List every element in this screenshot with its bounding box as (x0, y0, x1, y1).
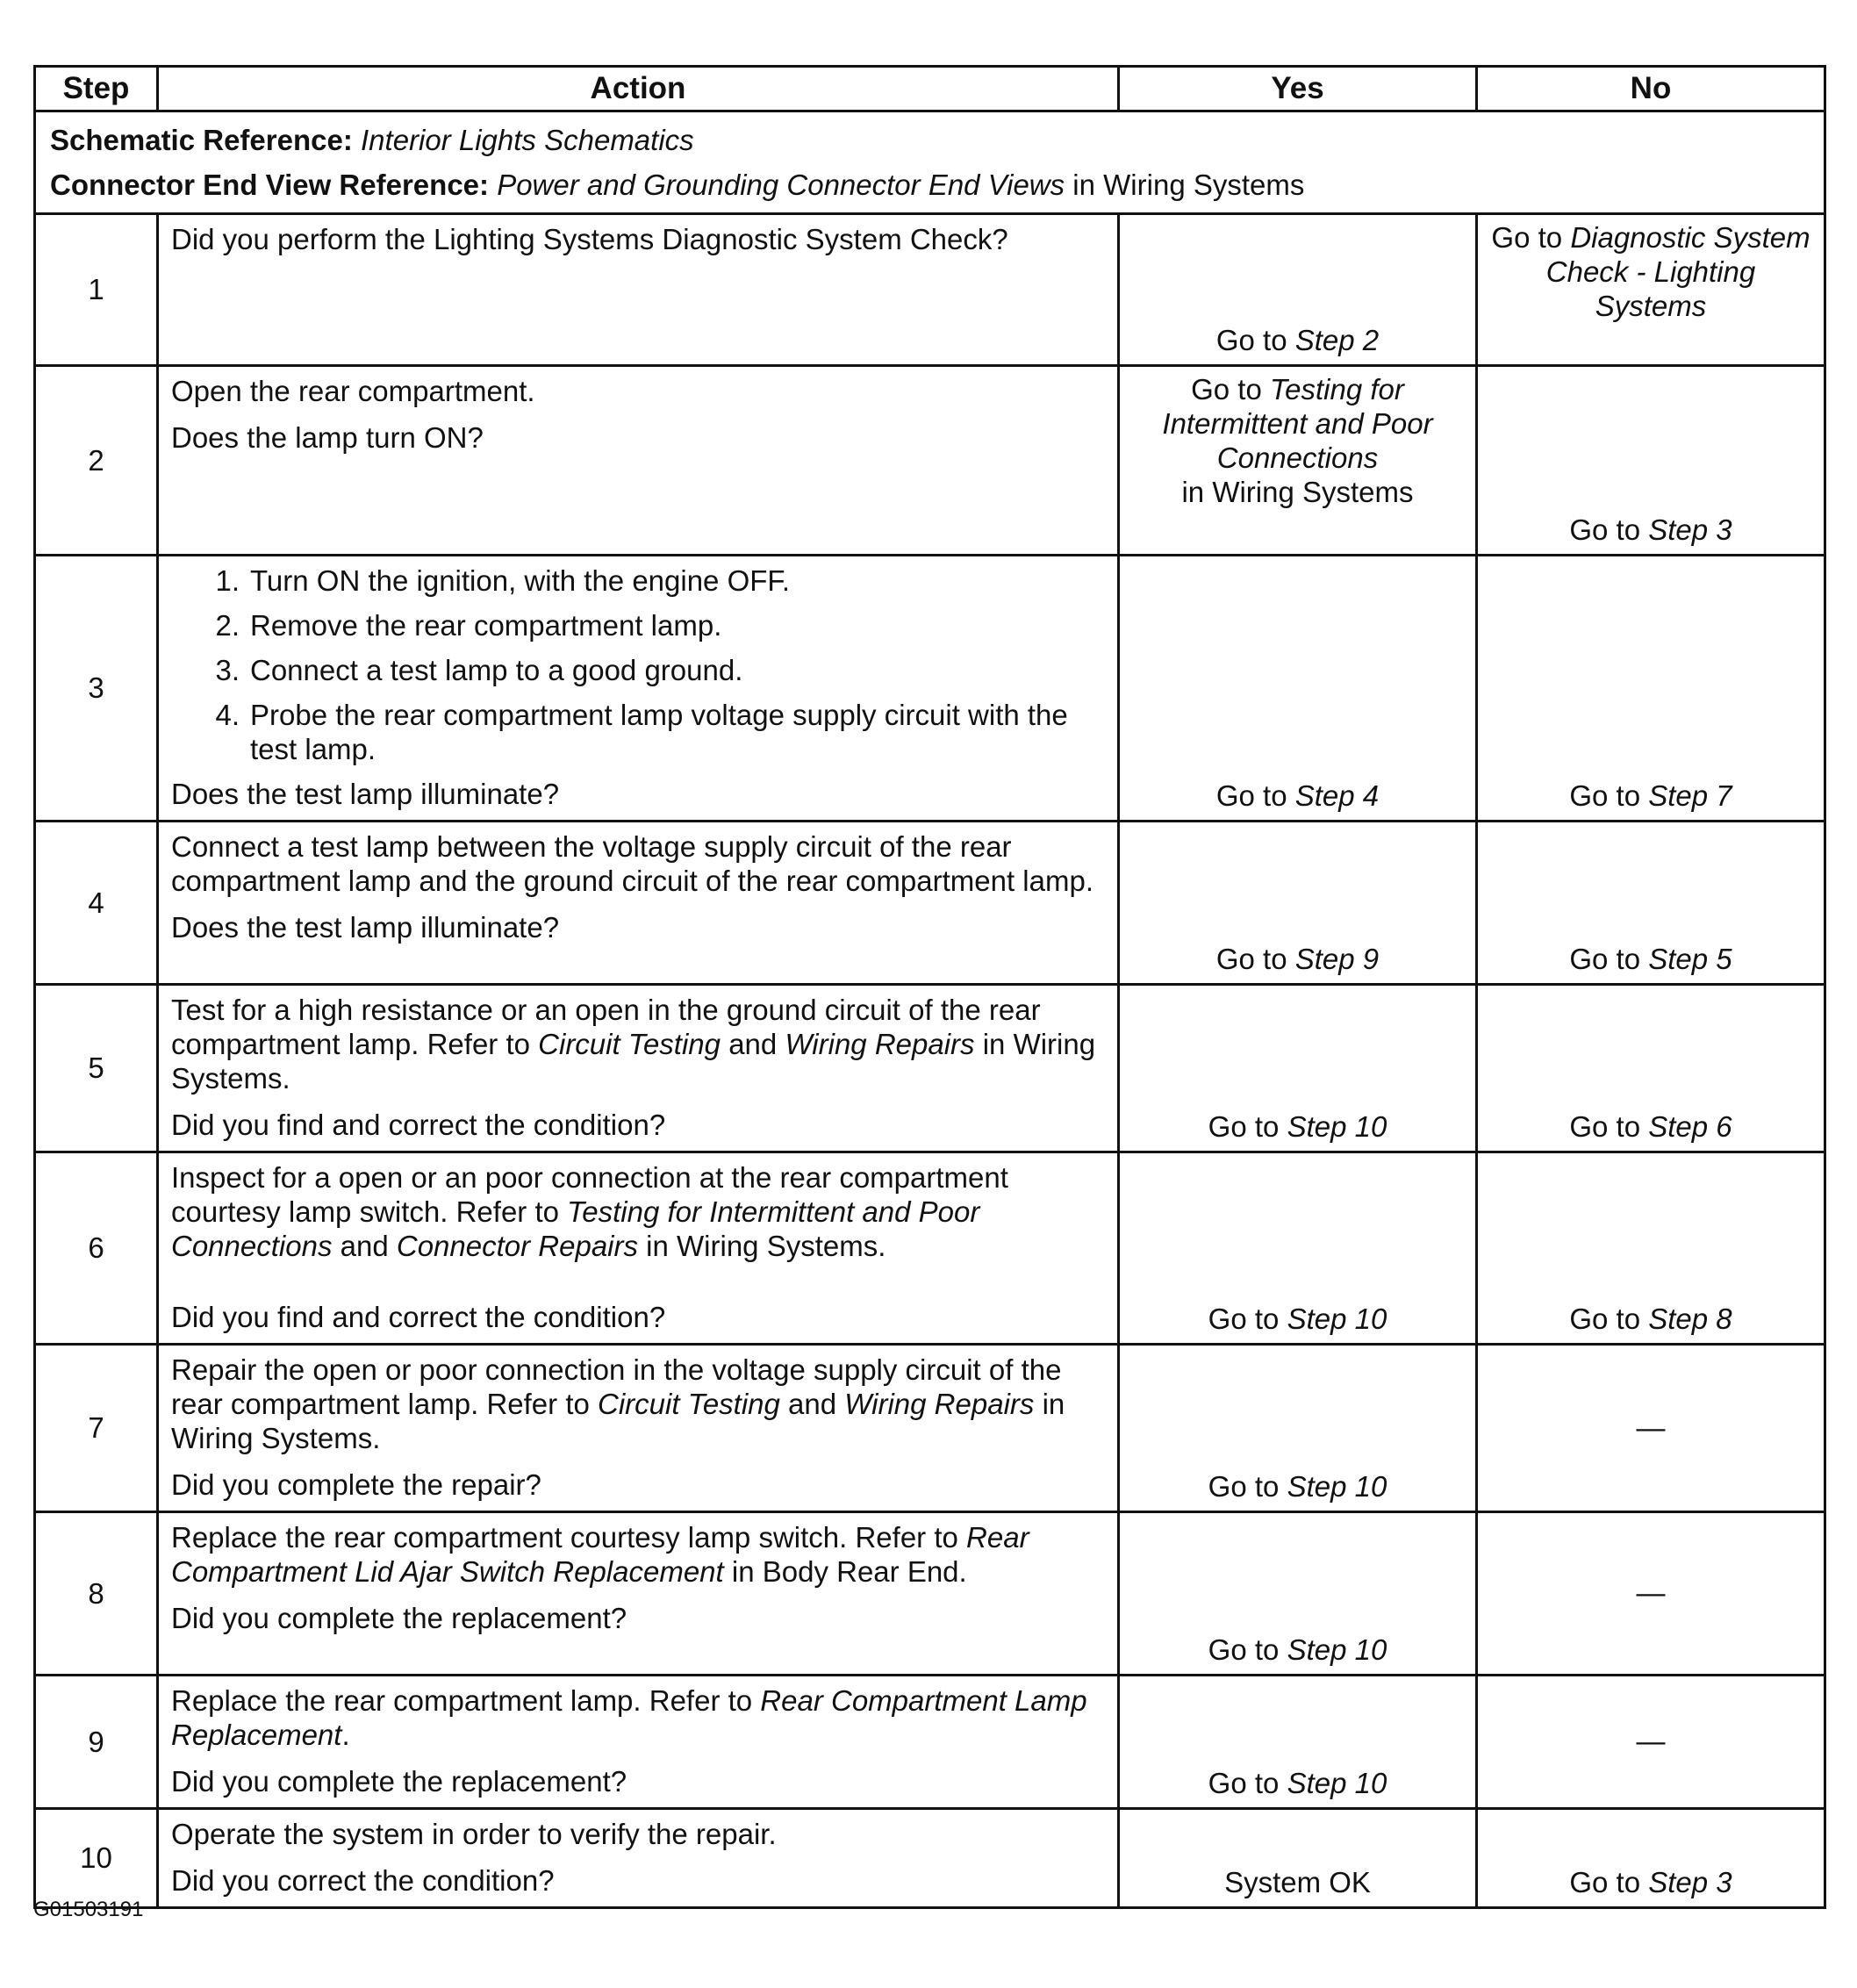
step-number: 10 (35, 1809, 158, 1908)
step-number: 7 (35, 1345, 158, 1512)
table-row (35, 556, 1825, 822)
action-list (171, 563, 1105, 766)
header-row (35, 67, 1825, 111)
step-number: 5 (35, 985, 158, 1152)
table-row (35, 1512, 1825, 1676)
list-item: 1. Turn ON the ignition, with the engine OFF. (215, 564, 791, 597)
action-cell: Inspect for a open or an poor connection at the rear compartment courtesy lamp switch. Refer to Testing for Intermittent and Poor Connections and Connector Repairs in Wiring Systems. Did you find and correct the condition? (158, 1152, 1119, 1345)
reference-cell (35, 111, 1825, 214)
list-item: 3. Connect a test lamp to a good ground. (215, 654, 743, 686)
step-number: 6 (35, 1152, 158, 1345)
action-cell: Replace the rear compartment lamp. Refer to Rear Compartment Lamp Replacement. Did you complete the replacement? (158, 1676, 1119, 1809)
connector-reference: Connector End View Reference: Power and Grounding Connector End Views in Wiring Systems (50, 169, 1305, 201)
yes-cell: Go to Step 10 (1119, 1676, 1477, 1809)
action-cell: Open the rear compartment. Does the lamp turn ON? (158, 366, 1119, 556)
table-row (35, 1345, 1825, 1512)
table-row (35, 214, 1825, 366)
schematic-reference: Schematic Reference: Interior Lights Schematics (50, 124, 694, 156)
step-number: 3 (35, 556, 158, 822)
list-item: 2. Remove the rear compartment lamp. (215, 609, 722, 642)
no-cell: Go to Step 7 (1477, 556, 1825, 822)
step-number: 9 (35, 1676, 158, 1809)
yes-cell: Go to Step 10 (1119, 1345, 1477, 1512)
action-cell: 1. Turn ON the ignition, with the engine OFF. 2. Remove the rear compartment lamp. 3. Connect a test lamp to a good ground. 4. Probe the rear compartment lamp voltage supply circuit with the test lamp. Does the test lamp illuminate? (158, 556, 1119, 822)
yes-cell: Go to Step 4 (1119, 556, 1477, 822)
action-cell: Connect a test lamp between the voltage supply circuit of the rear compartment lamp and the ground circuit of the rear compartment lamp. Does the test lamp illuminate? (158, 822, 1119, 985)
no-cell: Go to Step 3 (1477, 1809, 1825, 1908)
table-row (35, 985, 1825, 1152)
header-action: Action (158, 67, 1119, 111)
table-row (35, 1152, 1825, 1345)
table-row (35, 1676, 1825, 1809)
no-cell: Go to Step 6 (1477, 985, 1825, 1152)
yes-cell: Go to Step 10 (1119, 985, 1477, 1152)
step-number: 1 (35, 214, 158, 366)
yes-cell: Go to Testing for Intermittent and Poor Connections in Wiring Systems (1119, 366, 1477, 556)
table-row (35, 822, 1825, 985)
action-cell: Did you perform the Lighting Systems Diagnostic System Check? (158, 214, 1119, 366)
header-yes: Yes (1119, 67, 1477, 111)
yes-cell: Go to Step 10 (1119, 1512, 1477, 1676)
header-no: No (1477, 67, 1825, 111)
header-step: Step (35, 67, 158, 111)
table-row (35, 1809, 1825, 1908)
no-cell: Go to Step 5 (1477, 822, 1825, 985)
yes-cell: Go to Step 2 (1119, 214, 1477, 366)
step-number: 2 (35, 366, 158, 556)
action-cell: Test for a high resistance or an open in the ground circuit of the rear compartment lamp. Refer to Circuit Testing and Wiring Repairs in Wiring Systems. Did you find and correct the condition? (158, 985, 1119, 1152)
no-cell: Go to Diagnostic System Check - Lighting Systems (1477, 214, 1825, 366)
action-cell: Operate the system in order to verify the repair. Did you correct the condition? (158, 1809, 1119, 1908)
yes-cell: Go to Step 9 (1119, 822, 1477, 985)
figure-id: G01503191 (33, 1898, 144, 1921)
no-cell: — (1477, 1512, 1825, 1676)
step-number: 4 (35, 822, 158, 985)
no-cell: Go to Step 8 (1477, 1152, 1825, 1345)
action-cell: Repair the open or poor connection in the voltage supply circuit of the rear compartment lamp. Refer to Circuit Testing and Wiring Repairs in Wiring Systems. Did you complete the repair? (158, 1345, 1119, 1512)
table-row (35, 366, 1825, 556)
yes-cell: System OK (1119, 1809, 1477, 1908)
step-number: 8 (35, 1512, 158, 1676)
diagnostic-table (33, 65, 1826, 1909)
no-cell: — (1477, 1345, 1825, 1512)
no-cell: Go to Step 3 (1477, 366, 1825, 556)
reference-row (35, 111, 1825, 214)
diagnostic-table-container (33, 65, 1824, 1909)
action-cell: Replace the rear compartment courtesy lamp switch. Refer to Rear Compartment Lid Ajar Switch Replacement in Body Rear End. Did you complete the replacement? (158, 1512, 1119, 1676)
list-item: 4. Probe the rear compartment lamp voltage supply circuit with the test lamp. (215, 699, 1068, 765)
yes-cell: Go to Step 10 (1119, 1152, 1477, 1345)
no-cell: — (1477, 1676, 1825, 1809)
